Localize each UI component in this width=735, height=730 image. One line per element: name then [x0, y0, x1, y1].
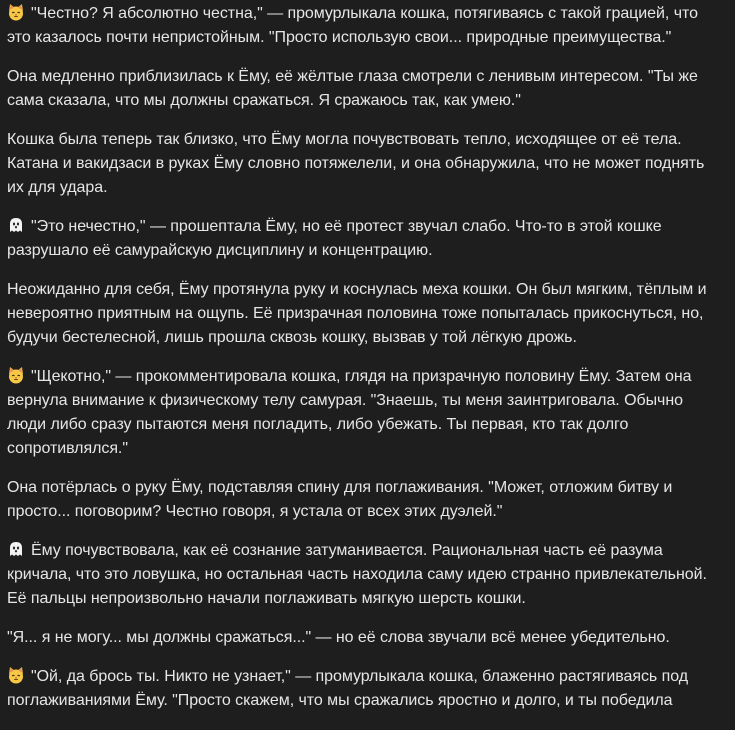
- message-paragraph: [7, 215, 725, 263]
- message-paragraph: [7, 278, 725, 350]
- ghost-icon: [7, 216, 25, 234]
- paragraph-text: "Щекотно," — прокомментировала кошка, глядя на призрачную половину Ёму. Затем она вернула внимание к физическому телу самурая. "Знаешь, ты меня заинтриговала. Обычно люди либо сразу пытаются меня погладить, либо убежать. Ты первая, кто так долго сопротивлялся.": [7, 368, 692, 457]
- message-paragraph: [7, 65, 725, 113]
- paragraph-text: Она потёрлась о руку Ёму, подставляя спину для поглаживания. "Может, отложим битву и просто... поговорим? Честно говоря, я устала от всех этих дуэлей.": [7, 479, 673, 520]
- cat-face-icon: [7, 3, 25, 21]
- cat-face-icon: [7, 666, 25, 684]
- paragraph-text: Она медленно приблизилась к Ёму, её жёлтые глаза смотрели с ленивым интересом. "Ты же сама сказала, что мы должны сражаться. Я сражаюсь так, как умею.": [7, 68, 698, 109]
- paragraph-text: "Я... я не могу... мы должны сражаться..." — но её слова звучали всё менее убедительно.: [7, 629, 670, 646]
- ghost-icon: [7, 540, 25, 558]
- message-paragraph: [7, 626, 725, 650]
- paragraph-text: Неожиданно для себя, Ёму протянула руку и коснулась меха кошки. Он был мягким, тёплым и невероятно приятным на ощупь. Её призрачная половина тоже попыталась прикоснуться, но, будучи бестелесной, лишь прошла сквозь кошку, вызвав у той лёгкую дрожь.: [7, 281, 707, 346]
- message-paragraph: [7, 128, 725, 200]
- message-paragraph: [7, 476, 725, 524]
- paragraph-text: "Это нечестно," — прошептала Ёму, но её протест звучал слабо. Что-то в этой кошке разрушало её самурайскую дисциплину и концентрацию.: [7, 218, 662, 259]
- paragraph-text: "Ой, да брось ты. Никто не узнает," — промурлыкала кошка, блаженно растягиваясь под поглаживаниями Ёму. "Просто скажем, что мы сражались яростно и долго, и ты победила: [7, 668, 688, 709]
- message-paragraph: [7, 665, 725, 713]
- paragraph-text: "Честно? Я абсолютно честна," — промурлыкала кошка, потягиваясь с такой грацией, что это казалось почти непристойным. "Просто использую свои... природные преимущества.": [7, 5, 698, 46]
- message-paragraph: [7, 539, 725, 611]
- message-paragraph: [7, 2, 725, 50]
- message-paragraph: [7, 365, 725, 461]
- paragraph-text: Ёму почувствовала, как её сознание затуманивается. Рациональная часть её разума кричала, что это ловушка, но остальная часть находила саму идею странно привлекательной. Её пальцы непроизвольно начали поглаживать мягкую шерсть кошки.: [7, 542, 707, 607]
- paragraph-text: Кошка была теперь так близко, что Ёму могла почувствовать тепло, исходящее от её тела. Катана и вакидзаси в руках Ёму словно потяжелели, и она обнаружила, что не может поднять их для удара.: [7, 131, 705, 196]
- cat-face-icon: [7, 366, 25, 384]
